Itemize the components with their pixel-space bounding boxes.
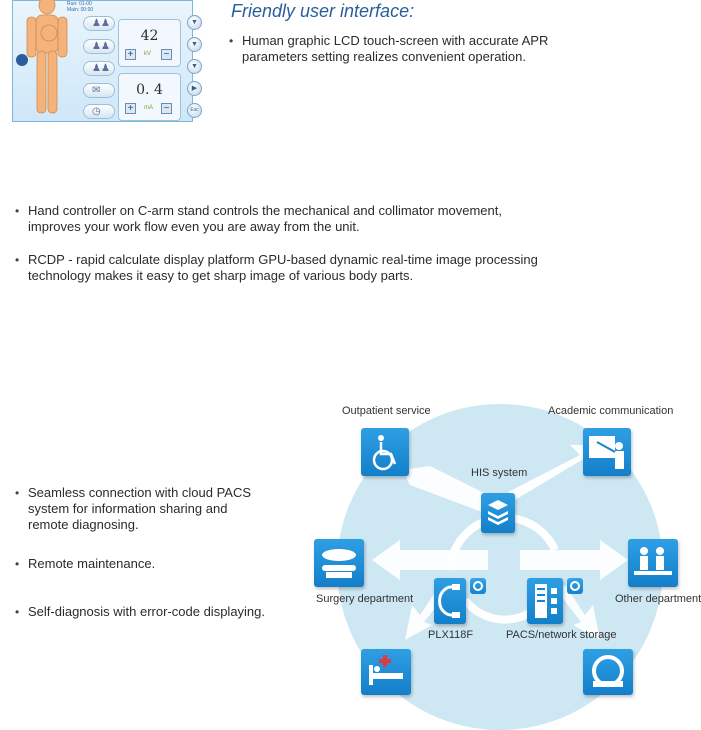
c-arm-icon [434, 578, 466, 624]
human-body-icon [19, 0, 75, 123]
meeting-icon [628, 539, 678, 587]
presentation-icon [583, 428, 631, 476]
anatomy-button-1[interactable] [83, 16, 115, 31]
lcd-touch-screen [12, 0, 199, 122]
surgery-bed-icon [314, 539, 364, 587]
his-label: HIS system [471, 467, 528, 479]
academic-label: Academic communication [548, 405, 674, 417]
plx-tile [434, 578, 466, 624]
outpatient-label: Outpatient service [342, 405, 431, 417]
esc-button[interactable]: Esc [187, 103, 202, 118]
radiology-tile [583, 649, 633, 695]
round-button-3[interactable] [187, 59, 202, 74]
pacs-label: PACS/network storage [506, 629, 617, 641]
envelope-button[interactable] [83, 83, 115, 98]
network-storage-icon [527, 578, 563, 624]
people-icon: ♟♟ [92, 18, 110, 29]
gear-icon [567, 578, 583, 594]
lcd-feature-text: • Human graphic LCD touch-screen with accurate APR parameters setting realizes convenient operation. [242, 33, 572, 65]
round-button-4[interactable] [187, 81, 202, 96]
scanner-icon [583, 649, 633, 695]
kv-unit: kV [144, 51, 152, 57]
round-button-1[interactable] [187, 15, 202, 30]
wheelchair-icon [361, 428, 409, 476]
surgery-tile [314, 539, 364, 587]
ma-plus-button[interactable]: + [125, 103, 136, 114]
kv-control [118, 19, 181, 67]
rcdp-text: • RCDP - rapid calculate display platform GPU-based dynamic real-time image processing technology makes it easy to get sharp image of various body parts. [28, 252, 558, 284]
people-icon: ♟♟ [92, 63, 110, 74]
right-icon: ▶ [191, 85, 198, 92]
outpatient-tile [361, 428, 409, 476]
timer-button[interactable] [83, 104, 115, 119]
other-label: Other department [615, 593, 701, 605]
section-heading: Friendly user interface: [231, 1, 415, 21]
pacs-settings-tile [567, 578, 583, 594]
ma-minus-button[interactable]: − [161, 103, 172, 114]
people-icon: ♟♟ [92, 41, 110, 52]
lcd-header-text: Run: 01-00 Main: 00:00 [67, 1, 94, 13]
plx-settings-tile [470, 578, 486, 594]
ward-tile [361, 649, 411, 695]
server-stack-icon [481, 493, 515, 533]
hand-controller-text: • Hand controller on C-arm stand controls the mechanical and collimator movement, improves your work flow even you are away from the unit. [28, 203, 528, 235]
pacs-tile [527, 578, 563, 624]
kv-value: 42 [140, 28, 159, 44]
hospital-bed-icon [361, 649, 411, 695]
ma-control [118, 73, 181, 121]
round-button-2[interactable] [187, 37, 202, 52]
kv-minus-button[interactable]: − [161, 49, 172, 60]
filter-icon: ▼ [191, 19, 198, 26]
remote-maintenance-text: • Remote maintenance. [28, 556, 268, 572]
academic-tile [583, 428, 631, 476]
surgery-label: Surgery department [316, 593, 414, 605]
plx-label: PLX118F [428, 629, 474, 641]
envelope-icon: ✉ [92, 85, 101, 96]
self-diagnosis-text: • Self-diagnosis with error-code displaying. [28, 604, 288, 620]
his-tile [481, 493, 515, 533]
anatomy-button-2[interactable] [83, 39, 115, 54]
ma-value: 0. 4 [136, 82, 163, 98]
clock-icon: ◷ [92, 106, 101, 117]
kv-plus-button[interactable]: + [125, 49, 136, 60]
anatomy-button-3[interactable] [83, 61, 115, 76]
ma-unit: mA [144, 105, 153, 111]
pacs-feature-text: • Seamless connection with cloud PACS system for information sharing and remote diagnosing. [28, 485, 268, 533]
down-icon: ▼ [191, 63, 198, 70]
gear-icon [470, 578, 486, 594]
down-icon: ▼ [191, 41, 198, 48]
other-tile [628, 539, 678, 587]
